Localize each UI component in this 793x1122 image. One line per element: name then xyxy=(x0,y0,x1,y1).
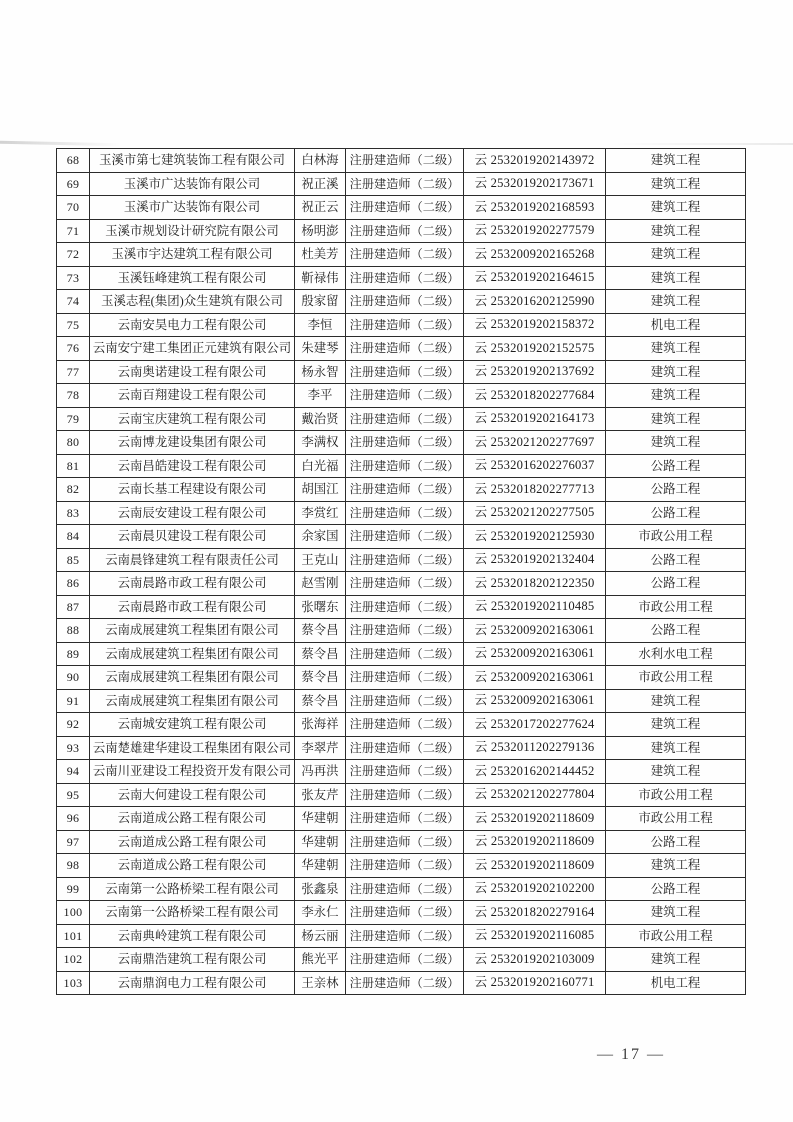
cell-person-name: 胡国江 xyxy=(295,478,346,502)
cell-company-name: 玉溪市规划设计研究院有限公司 xyxy=(90,219,295,243)
cell-company-name: 云南博龙建设集团有限公司 xyxy=(90,431,295,455)
cell-certificate-number: 云 2532019202168593 xyxy=(464,196,606,220)
cell-company-name: 云南鼎润电力工程有限公司 xyxy=(90,971,295,995)
cell-company-name: 玉溪志程(集团)众生建筑有限公司 xyxy=(90,290,295,314)
cell-registration-type: 注册建造师（二级） xyxy=(346,525,464,549)
cell-certificate-number: 云 2532019202143972 xyxy=(464,149,606,173)
cell-certificate-number: 云 2532021202277697 xyxy=(464,431,606,455)
cell-certificate-number: 云 2532019202164173 xyxy=(464,407,606,431)
cell-row-number: 99 xyxy=(57,877,90,901)
cell-person-name: 李满权 xyxy=(295,431,346,455)
cell-row-number: 103 xyxy=(57,971,90,995)
table-row xyxy=(57,219,746,243)
table-row xyxy=(57,360,746,384)
cell-person-name: 张海祥 xyxy=(295,713,346,737)
cell-company-name: 云南道成公路工程有限公司 xyxy=(90,807,295,831)
cell-registration-type: 注册建造师（二级） xyxy=(346,760,464,784)
table-row xyxy=(57,948,746,972)
cell-specialty: 机电工程 xyxy=(606,971,746,995)
cell-company-name: 云南楚雄建华建设工程集团有限公司 xyxy=(90,736,295,760)
cell-company-name: 云南昌皓建设工程有限公司 xyxy=(90,454,295,478)
cell-row-number: 100 xyxy=(57,901,90,925)
table-row xyxy=(57,666,746,690)
cell-person-name: 王亲林 xyxy=(295,971,346,995)
cell-person-name: 李永仁 xyxy=(295,901,346,925)
cell-person-name: 李翠芹 xyxy=(295,736,346,760)
cell-company-name: 云南大何建设工程有限公司 xyxy=(90,783,295,807)
cell-registration-type: 注册建造师（二级） xyxy=(346,337,464,361)
cell-certificate-number: 云 2532016202144452 xyxy=(464,760,606,784)
cell-certificate-number: 云 2532009202163061 xyxy=(464,619,606,643)
cell-certificate-number: 云 2532018202277713 xyxy=(464,478,606,502)
cell-company-name: 云南晨贝建设工程有限公司 xyxy=(90,525,295,549)
cell-company-name: 云南晨路市政工程有限公司 xyxy=(90,595,295,619)
table-row xyxy=(57,196,746,220)
cell-specialty: 建筑工程 xyxy=(606,172,746,196)
cell-person-name: 靳禄伟 xyxy=(295,266,346,290)
cell-specialty: 机电工程 xyxy=(606,313,746,337)
cell-company-name: 云南典岭建筑工程有限公司 xyxy=(90,924,295,948)
cell-specialty: 公路工程 xyxy=(606,478,746,502)
cell-company-name: 云南百翔建设工程有限公司 xyxy=(90,384,295,408)
cell-person-name: 杨明澎 xyxy=(295,219,346,243)
cell-registration-type: 注册建造师（二级） xyxy=(346,642,464,666)
cell-specialty: 建筑工程 xyxy=(606,196,746,220)
cell-company-name: 玉溪市宇达建筑工程有限公司 xyxy=(90,243,295,267)
cell-person-name: 戴治贤 xyxy=(295,407,346,431)
cell-certificate-number: 云 2532021202277804 xyxy=(464,783,606,807)
cell-row-number: 70 xyxy=(57,196,90,220)
cell-registration-type: 注册建造师（二级） xyxy=(346,196,464,220)
table-row xyxy=(57,783,746,807)
cell-specialty: 建筑工程 xyxy=(606,219,746,243)
cell-registration-type: 注册建造师（二级） xyxy=(346,478,464,502)
cell-company-name: 云南成展建筑工程集团有限公司 xyxy=(90,689,295,713)
cell-row-number: 75 xyxy=(57,313,90,337)
cell-row-number: 94 xyxy=(57,760,90,784)
cell-certificate-number: 云 2532017202277624 xyxy=(464,713,606,737)
cell-company-name: 云南晨锋建筑工程有限责任公司 xyxy=(90,548,295,572)
cell-person-name: 熊光平 xyxy=(295,948,346,972)
cell-row-number: 92 xyxy=(57,713,90,737)
cell-registration-type: 注册建造师（二级） xyxy=(346,924,464,948)
cell-company-name: 云南成展建筑工程集团有限公司 xyxy=(90,642,295,666)
cell-registration-type: 注册建造师（二级） xyxy=(346,172,464,196)
cell-specialty: 市政公用工程 xyxy=(606,525,746,549)
cell-specialty: 建筑工程 xyxy=(606,407,746,431)
cell-row-number: 72 xyxy=(57,243,90,267)
cell-registration-type: 注册建造师（二级） xyxy=(346,830,464,854)
scan-artifact-right xyxy=(613,143,793,145)
cell-specialty: 建筑工程 xyxy=(606,266,746,290)
cell-person-name: 杨永智 xyxy=(295,360,346,384)
table-row xyxy=(57,478,746,502)
cell-registration-type: 注册建造师（二级） xyxy=(346,971,464,995)
table-row xyxy=(57,595,746,619)
cell-company-name: 云南奥诺建设工程有限公司 xyxy=(90,360,295,384)
cell-specialty: 水利水电工程 xyxy=(606,642,746,666)
cell-registration-type: 注册建造师（二级） xyxy=(346,877,464,901)
cell-certificate-number: 云 2532009202163061 xyxy=(464,642,606,666)
table-row xyxy=(57,619,746,643)
cell-specialty: 建筑工程 xyxy=(606,760,746,784)
table-row xyxy=(57,736,746,760)
cell-registration-type: 注册建造师（二级） xyxy=(346,948,464,972)
cell-person-name: 张曙东 xyxy=(295,595,346,619)
page-number: — 17 — xyxy=(597,1046,665,1063)
cell-registration-type: 注册建造师（二级） xyxy=(346,290,464,314)
cell-person-name: 华建朝 xyxy=(295,854,346,878)
cell-specialty: 市政公用工程 xyxy=(606,783,746,807)
cell-person-name: 李恒 xyxy=(295,313,346,337)
cell-registration-type: 注册建造师（二级） xyxy=(346,595,464,619)
cell-registration-type: 注册建造师（二级） xyxy=(346,713,464,737)
cell-certificate-number: 云 2532019202118609 xyxy=(464,854,606,878)
cell-specialty: 市政公用工程 xyxy=(606,807,746,831)
cell-row-number: 97 xyxy=(57,830,90,854)
cell-registration-type: 注册建造师（二级） xyxy=(346,149,464,173)
cell-certificate-number: 云 2532019202158372 xyxy=(464,313,606,337)
table-row xyxy=(57,266,746,290)
cell-company-name: 云南道成公路工程有限公司 xyxy=(90,830,295,854)
table-row xyxy=(57,313,746,337)
cell-company-name: 云南宝庆建筑工程有限公司 xyxy=(90,407,295,431)
cell-certificate-number: 云 2532021202277505 xyxy=(464,501,606,525)
cell-registration-type: 注册建造师（二级） xyxy=(346,666,464,690)
cell-certificate-number: 云 2532011202279136 xyxy=(464,736,606,760)
cell-registration-type: 注册建造师（二级） xyxy=(346,360,464,384)
table-row xyxy=(57,924,746,948)
registry-table-body xyxy=(57,149,746,995)
cell-registration-type: 注册建造师（二级） xyxy=(346,243,464,267)
cell-specialty: 建筑工程 xyxy=(606,713,746,737)
cell-person-name: 杨云丽 xyxy=(295,924,346,948)
cell-certificate-number: 云 2532019202277579 xyxy=(464,219,606,243)
cell-row-number: 87 xyxy=(57,595,90,619)
cell-person-name: 赵雪刚 xyxy=(295,572,346,596)
cell-specialty: 建筑工程 xyxy=(606,384,746,408)
cell-specialty: 公路工程 xyxy=(606,501,746,525)
cell-certificate-number: 云 2532019202125930 xyxy=(464,525,606,549)
cell-person-name: 余家国 xyxy=(295,525,346,549)
cell-row-number: 96 xyxy=(57,807,90,831)
cell-company-name: 云南成展建筑工程集团有限公司 xyxy=(90,666,295,690)
cell-row-number: 69 xyxy=(57,172,90,196)
table-row xyxy=(57,548,746,572)
cell-specialty: 建筑工程 xyxy=(606,901,746,925)
cell-company-name: 云南第一公路桥梁工程有限公司 xyxy=(90,901,295,925)
table-row xyxy=(57,149,746,173)
cell-specialty: 建筑工程 xyxy=(606,290,746,314)
cell-person-name: 白光福 xyxy=(295,454,346,478)
cell-certificate-number: 云 2532018202279164 xyxy=(464,901,606,925)
table-row xyxy=(57,807,746,831)
cell-registration-type: 注册建造师（二级） xyxy=(346,266,464,290)
cell-certificate-number: 云 2532009202163061 xyxy=(464,666,606,690)
cell-row-number: 82 xyxy=(57,478,90,502)
cell-certificate-number: 云 2532016202125990 xyxy=(464,290,606,314)
cell-row-number: 85 xyxy=(57,548,90,572)
cell-specialty: 公路工程 xyxy=(606,830,746,854)
table-row xyxy=(57,901,746,925)
cell-row-number: 95 xyxy=(57,783,90,807)
cell-certificate-number: 云 2532018202277684 xyxy=(464,384,606,408)
cell-registration-type: 注册建造师（二级） xyxy=(346,454,464,478)
cell-specialty: 公路工程 xyxy=(606,619,746,643)
cell-company-name: 云南城安建筑工程有限公司 xyxy=(90,713,295,737)
cell-registration-type: 注册建造师（二级） xyxy=(346,736,464,760)
cell-certificate-number: 云 2532009202165268 xyxy=(464,243,606,267)
cell-company-name: 云南晨路市政工程有限公司 xyxy=(90,572,295,596)
cell-registration-type: 注册建造师（二级） xyxy=(346,901,464,925)
table-row xyxy=(57,243,746,267)
cell-certificate-number: 云 2532019202103009 xyxy=(464,948,606,972)
cell-row-number: 93 xyxy=(57,736,90,760)
cell-company-name: 云南鼎浩建筑工程有限公司 xyxy=(90,948,295,972)
cell-company-name: 云南成展建筑工程集团有限公司 xyxy=(90,619,295,643)
cell-certificate-number: 云 2532019202116085 xyxy=(464,924,606,948)
cell-company-name: 玉溪钰峰建筑工程有限公司 xyxy=(90,266,295,290)
cell-person-name: 张鑫泉 xyxy=(295,877,346,901)
cell-company-name: 云南安昊电力工程有限公司 xyxy=(90,313,295,337)
cell-row-number: 101 xyxy=(57,924,90,948)
cell-row-number: 77 xyxy=(57,360,90,384)
cell-person-name: 朱建琴 xyxy=(295,337,346,361)
table-row xyxy=(57,642,746,666)
table-row xyxy=(57,525,746,549)
cell-certificate-number: 云 2532019202173671 xyxy=(464,172,606,196)
cell-registration-type: 注册建造师（二级） xyxy=(346,384,464,408)
table-row xyxy=(57,407,746,431)
cell-certificate-number: 云 2532018202122350 xyxy=(464,572,606,596)
cell-certificate-number: 云 2532009202163061 xyxy=(464,689,606,713)
table-row xyxy=(57,384,746,408)
cell-registration-type: 注册建造师（二级） xyxy=(346,501,464,525)
cell-row-number: 80 xyxy=(57,431,90,455)
cell-company-name: 云南长基工程建设有限公司 xyxy=(90,478,295,502)
cell-specialty: 建筑工程 xyxy=(606,948,746,972)
cell-specialty: 建筑工程 xyxy=(606,689,746,713)
cell-registration-type: 注册建造师（二级） xyxy=(346,807,464,831)
table-row xyxy=(57,830,746,854)
cell-person-name: 华建朝 xyxy=(295,807,346,831)
cell-specialty: 建筑工程 xyxy=(606,243,746,267)
cell-company-name: 玉溪市广达装饰有限公司 xyxy=(90,196,295,220)
cell-person-name: 王克山 xyxy=(295,548,346,572)
cell-specialty: 市政公用工程 xyxy=(606,666,746,690)
cell-company-name: 云南道成公路工程有限公司 xyxy=(90,854,295,878)
table-row xyxy=(57,454,746,478)
cell-company-name: 玉溪市第七建筑装饰工程有限公司 xyxy=(90,149,295,173)
cell-specialty: 建筑工程 xyxy=(606,149,746,173)
cell-specialty: 建筑工程 xyxy=(606,736,746,760)
cell-row-number: 91 xyxy=(57,689,90,713)
cell-row-number: 83 xyxy=(57,501,90,525)
table-row xyxy=(57,760,746,784)
table-row xyxy=(57,501,746,525)
cell-person-name: 蔡令昌 xyxy=(295,619,346,643)
cell-specialty: 建筑工程 xyxy=(606,854,746,878)
cell-person-name: 殷家留 xyxy=(295,290,346,314)
cell-row-number: 98 xyxy=(57,854,90,878)
table-row xyxy=(57,572,746,596)
cell-specialty: 建筑工程 xyxy=(606,337,746,361)
cell-person-name: 杜美芳 xyxy=(295,243,346,267)
table-row xyxy=(57,290,746,314)
cell-certificate-number: 云 2532019202164615 xyxy=(464,266,606,290)
table-row xyxy=(57,431,746,455)
cell-row-number: 88 xyxy=(57,619,90,643)
table-row xyxy=(57,172,746,196)
cell-row-number: 68 xyxy=(57,149,90,173)
cell-registration-type: 注册建造师（二级） xyxy=(346,854,464,878)
cell-registration-type: 注册建造师（二级） xyxy=(346,407,464,431)
cell-registration-type: 注册建造师（二级） xyxy=(346,219,464,243)
cell-company-name: 云南安宁建工集团正元建筑有限公司 xyxy=(90,337,295,361)
registered-constructor-table xyxy=(56,148,746,995)
cell-row-number: 76 xyxy=(57,337,90,361)
cell-person-name: 蔡令昌 xyxy=(295,666,346,690)
cell-certificate-number: 云 2532019202160771 xyxy=(464,971,606,995)
cell-person-name: 蔡令昌 xyxy=(295,642,346,666)
cell-row-number: 79 xyxy=(57,407,90,431)
cell-row-number: 81 xyxy=(57,454,90,478)
scan-artifact-left xyxy=(0,141,120,147)
cell-person-name: 张友芹 xyxy=(295,783,346,807)
cell-person-name: 冯再洪 xyxy=(295,760,346,784)
cell-person-name: 蔡令昌 xyxy=(295,689,346,713)
cell-specialty: 市政公用工程 xyxy=(606,595,746,619)
cell-certificate-number: 云 2532019202110485 xyxy=(464,595,606,619)
cell-registration-type: 注册建造师（二级） xyxy=(346,572,464,596)
cell-person-name: 李平 xyxy=(295,384,346,408)
cell-registration-type: 注册建造师（二级） xyxy=(346,619,464,643)
cell-row-number: 84 xyxy=(57,525,90,549)
cell-row-number: 86 xyxy=(57,572,90,596)
cell-person-name: 祝正溪 xyxy=(295,172,346,196)
cell-specialty: 公路工程 xyxy=(606,877,746,901)
table-row xyxy=(57,854,746,878)
cell-row-number: 90 xyxy=(57,666,90,690)
table-row xyxy=(57,971,746,995)
cell-person-name: 祝正云 xyxy=(295,196,346,220)
cell-row-number: 102 xyxy=(57,948,90,972)
cell-registration-type: 注册建造师（二级） xyxy=(346,431,464,455)
cell-certificate-number: 云 2532019202132404 xyxy=(464,548,606,572)
cell-company-name: 云南辰安建设工程有限公司 xyxy=(90,501,295,525)
cell-specialty: 公路工程 xyxy=(606,454,746,478)
cell-company-name: 云南第一公路桥梁工程有限公司 xyxy=(90,877,295,901)
cell-company-name: 玉溪市广达装饰有限公司 xyxy=(90,172,295,196)
cell-registration-type: 注册建造师（二级） xyxy=(346,689,464,713)
cell-row-number: 71 xyxy=(57,219,90,243)
cell-row-number: 78 xyxy=(57,384,90,408)
cell-specialty: 建筑工程 xyxy=(606,431,746,455)
cell-certificate-number: 云 2532019202118609 xyxy=(464,807,606,831)
cell-row-number: 73 xyxy=(57,266,90,290)
cell-certificate-number: 云 2532019202152575 xyxy=(464,337,606,361)
cell-row-number: 89 xyxy=(57,642,90,666)
cell-specialty: 建筑工程 xyxy=(606,360,746,384)
cell-certificate-number: 云 2532019202102200 xyxy=(464,877,606,901)
cell-row-number: 74 xyxy=(57,290,90,314)
table-row xyxy=(57,689,746,713)
cell-registration-type: 注册建造师（二级） xyxy=(346,783,464,807)
cell-specialty: 市政公用工程 xyxy=(606,924,746,948)
table-row xyxy=(57,877,746,901)
table-row xyxy=(57,713,746,737)
cell-specialty: 公路工程 xyxy=(606,572,746,596)
cell-specialty: 公路工程 xyxy=(606,548,746,572)
cell-person-name: 李赏红 xyxy=(295,501,346,525)
cell-person-name: 白林海 xyxy=(295,149,346,173)
cell-certificate-number: 云 2532019202137692 xyxy=(464,360,606,384)
cell-registration-type: 注册建造师（二级） xyxy=(346,548,464,572)
cell-registration-type: 注册建造师（二级） xyxy=(346,313,464,337)
cell-person-name: 华建朝 xyxy=(295,830,346,854)
cell-certificate-number: 云 2532019202118609 xyxy=(464,830,606,854)
cell-company-name: 云南川亚建设工程投资开发有限公司 xyxy=(90,760,295,784)
cell-certificate-number: 云 2532016202276037 xyxy=(464,454,606,478)
table-row xyxy=(57,337,746,361)
